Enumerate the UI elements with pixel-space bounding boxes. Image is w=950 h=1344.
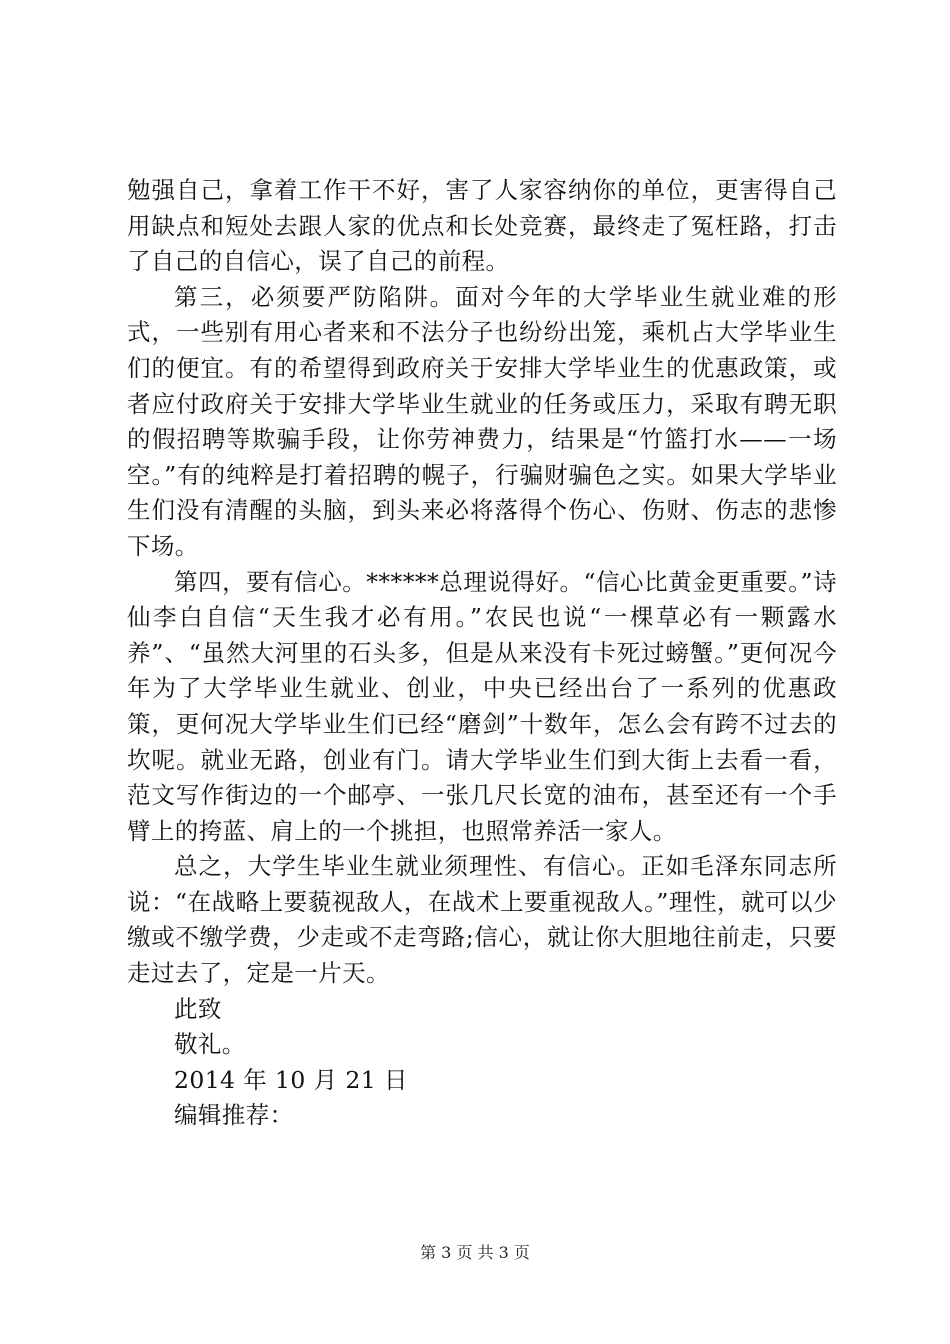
- paragraph-conclusion: 总之，大学生毕业生就业须理性、有信心。正如毛泽东同志所说：“在战略上要藐视敌人，在战术上要重视敌人。”理性，就可以少缴或不缴学费，少走或不走弯路;信心，就让你大胆地往前走，只要走过去了，定是一片天。: [127, 852, 837, 988]
- closing-regards: 敬礼。: [174, 1030, 246, 1059]
- paragraph-fourth-point: 第四，要有信心。******总理说得好。“信心比黄金更重要。”诗仙李白自信“天生我才必有用。”农民也说“一棵草必有一颗露水养”、“虽然大河里的石头多，但是从来没有卡死过螃蟹。”更何况今年为了大学毕业生就业、创业，中央已经出台了一系列的优惠政策，更何况大学毕业生们已经“磨剑”十数年，怎么会有跨不过去的坎呢。就业无路，创业有门。请大学毕业生们到大街上去看一看，范文写作街边的一个邮亭、一张几尺长宽的油布，甚至还有一个手臂上的挎蓝、肩上的一个挑担，也照常养活一家人。: [127, 567, 837, 845]
- paragraph-continuation: 勉强自己，拿着工作干不好，害了人家容纳你的单位，更害得自己用缺点和短处去跟人家的优点和长处竞赛，最终走了冤枉路，打击了自己的自信心，误了自己的前程。: [127, 176, 837, 276]
- document-body: [127, 173, 837, 1134]
- paragraph-third-point: 第三，必须要严防陷阱。面对今年的大学毕业生就业难的形式，一些别有用心者来和不法分子也纷纷出笼，乘机占大学毕业生们的便宜。有的希望得到政府关于安排大学毕业生的优惠政策，或者应付政府关于安排大学毕业生就业的任务或压力，采取有聘无职的假招聘等欺骗手段，让你劳神费力，结果是“竹篮打水——一场空。”有的纯粹是打着招聘的幌子，行骗财骗色之实。如果大学毕业生们没有清醒的头脑，到头来必将落得个伤心、伤财、伤志的悲惨下场。: [127, 282, 837, 560]
- editor-recommend-label: 编辑推荐：: [174, 1101, 294, 1130]
- page-footer: [0, 1243, 950, 1263]
- closing-salutation: 此致: [174, 994, 222, 1023]
- page-number: 第 3 页 共 3 页: [420, 1243, 530, 1262]
- document-date: 2014 年 10 月 21 日: [174, 1065, 408, 1094]
